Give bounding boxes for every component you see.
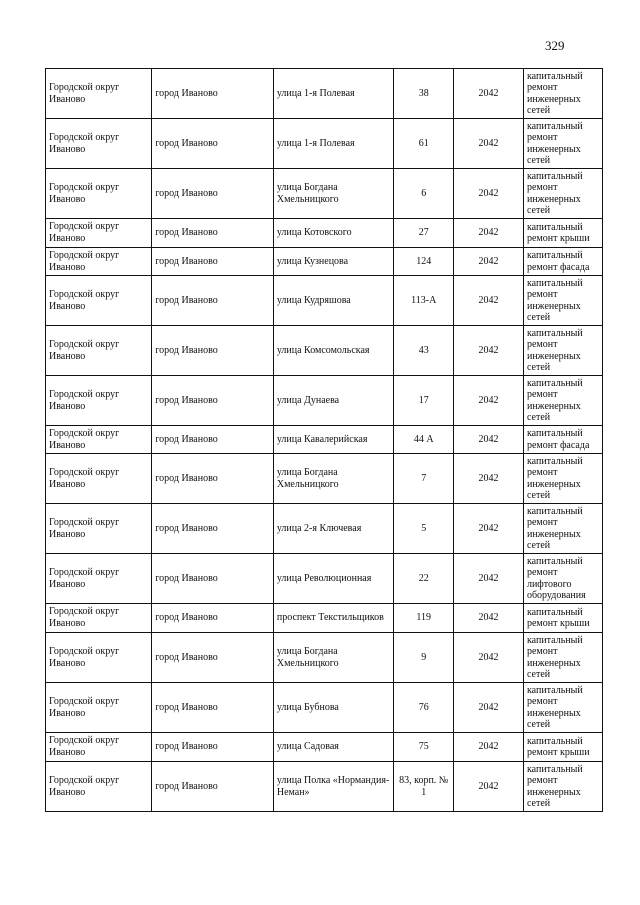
year-cell: 2042 — [454, 426, 524, 454]
year-cell: 2042 — [454, 454, 524, 504]
work-type-cell: капитальный ремонт фасада — [523, 248, 602, 276]
street-cell: улица Котовского — [273, 219, 394, 248]
work-type-cell: капитальный ремонт крыши — [523, 733, 602, 762]
work-type-cell: капитальный ремонт инженерных сетей — [523, 326, 602, 376]
house-cell: 9 — [394, 633, 454, 683]
table-row — [46, 248, 603, 276]
district-cell: Городской округ Иваново — [46, 554, 152, 604]
year-cell: 2042 — [454, 69, 524, 119]
work-type-cell: капитальный ремонт крыши — [523, 219, 602, 248]
district-cell: Городской округ Иваново — [46, 376, 152, 426]
house-cell: 61 — [394, 119, 454, 169]
work-type-cell: капитальный ремонт инженерных сетей — [523, 454, 602, 504]
district-cell: Городской округ Иваново — [46, 426, 152, 454]
house-cell: 27 — [394, 219, 454, 248]
street-cell: улица Садовая — [273, 733, 394, 762]
work-type-cell: капитальный ремонт инженерных сетей — [523, 504, 602, 554]
house-cell: 44 А — [394, 426, 454, 454]
city-cell: город Иваново — [152, 504, 274, 554]
city-cell: город Иваново — [152, 169, 274, 219]
city-cell: город Иваново — [152, 119, 274, 169]
district-cell: Городской округ Иваново — [46, 119, 152, 169]
district-cell: Городской округ Иваново — [46, 762, 152, 812]
district-cell: Городской округ Иваново — [46, 633, 152, 683]
table-row — [46, 169, 603, 219]
street-cell: улица Кудряшова — [273, 276, 394, 326]
city-cell: город Иваново — [152, 426, 274, 454]
work-type-cell: капитальный ремонт инженерных сетей — [523, 169, 602, 219]
city-cell: город Иваново — [152, 326, 274, 376]
table-row — [46, 454, 603, 504]
street-cell: улица Революционная — [273, 554, 394, 604]
city-cell: город Иваново — [152, 604, 274, 633]
table-row — [46, 326, 603, 376]
house-cell: 113-А — [394, 276, 454, 326]
city-cell: город Иваново — [152, 219, 274, 248]
city-cell: город Иваново — [152, 376, 274, 426]
district-cell: Городской округ Иваново — [46, 248, 152, 276]
street-cell: улица Комсомольская — [273, 326, 394, 376]
house-cell: 76 — [394, 683, 454, 733]
work-type-cell: капитальный ремонт инженерных сетей — [523, 762, 602, 812]
work-type-cell: капитальный ремонт инженерных сетей — [523, 683, 602, 733]
year-cell: 2042 — [454, 633, 524, 683]
year-cell: 2042 — [454, 554, 524, 604]
year-cell: 2042 — [454, 733, 524, 762]
year-cell: 2042 — [454, 219, 524, 248]
street-cell: улица Богдана Хмельницкого — [273, 454, 394, 504]
year-cell: 2042 — [454, 276, 524, 326]
year-cell: 2042 — [454, 376, 524, 426]
city-cell: город Иваново — [152, 733, 274, 762]
house-cell: 7 — [394, 454, 454, 504]
work-type-cell: капитальный ремонт крыши — [523, 604, 602, 633]
house-cell: 17 — [394, 376, 454, 426]
table-row — [46, 119, 603, 169]
city-cell: город Иваново — [152, 69, 274, 119]
table-row — [46, 604, 603, 633]
work-type-cell: капитальный ремонт инженерных сетей — [523, 69, 602, 119]
street-cell: улица 1-я Полевая — [273, 119, 394, 169]
table-row — [46, 683, 603, 733]
district-cell: Городской округ Иваново — [46, 504, 152, 554]
house-cell: 75 — [394, 733, 454, 762]
table-row — [46, 376, 603, 426]
district-cell: Городской округ Иваново — [46, 604, 152, 633]
street-cell: улица Богдана Хмельницкого — [273, 633, 394, 683]
street-cell: улица Бубнова — [273, 683, 394, 733]
year-cell: 2042 — [454, 504, 524, 554]
year-cell: 2042 — [454, 604, 524, 633]
year-cell: 2042 — [454, 762, 524, 812]
table-row — [46, 219, 603, 248]
year-cell: 2042 — [454, 248, 524, 276]
street-cell: улица Кузнецова — [273, 248, 394, 276]
city-cell: город Иваново — [152, 554, 274, 604]
year-cell: 2042 — [454, 326, 524, 376]
table-row — [46, 762, 603, 812]
page-number: 329 — [545, 38, 565, 53]
street-cell: улица 2-я Ключевая — [273, 504, 394, 554]
city-cell: город Иваново — [152, 276, 274, 326]
district-cell: Городской округ Иваново — [46, 454, 152, 504]
table-row — [46, 504, 603, 554]
city-cell: город Иваново — [152, 633, 274, 683]
table-row — [46, 554, 603, 604]
street-cell: улица 1-я Полевая — [273, 69, 394, 119]
street-cell: улица Дунаева — [273, 376, 394, 426]
district-cell: Городской округ Иваново — [46, 219, 152, 248]
city-cell: город Иваново — [152, 248, 274, 276]
city-cell: город Иваново — [152, 683, 274, 733]
district-cell: Городской округ Иваново — [46, 683, 152, 733]
street-cell: улица Кавалерийская — [273, 426, 394, 454]
district-cell: Городской округ Иваново — [46, 69, 152, 119]
work-type-cell: капитальный ремонт инженерных сетей — [523, 276, 602, 326]
table-row — [46, 733, 603, 762]
house-cell: 38 — [394, 69, 454, 119]
year-cell: 2042 — [454, 683, 524, 733]
city-cell: город Иваново — [152, 762, 274, 812]
district-cell: Городской округ Иваново — [46, 733, 152, 762]
house-cell: 119 — [394, 604, 454, 633]
work-type-cell: капитальный ремонт инженерных сетей — [523, 119, 602, 169]
street-cell: улица Полка «Нормандия-Неман» — [273, 762, 394, 812]
year-cell: 2042 — [454, 169, 524, 219]
house-cell: 43 — [394, 326, 454, 376]
table-row — [46, 426, 603, 454]
city-cell: город Иваново — [152, 454, 274, 504]
street-cell: проспект Текстильщиков — [273, 604, 394, 633]
repair-schedule-table — [45, 68, 603, 812]
work-type-cell: капитальный ремонт фасада — [523, 426, 602, 454]
work-type-cell: капитальный ремонт инженерных сетей — [523, 376, 602, 426]
table-row — [46, 633, 603, 683]
house-cell: 83, корп. № 1 — [394, 762, 454, 812]
house-cell: 22 — [394, 554, 454, 604]
district-cell: Городской округ Иваново — [46, 169, 152, 219]
work-type-cell: капитальный ремонт лифтового оборудования — [523, 554, 602, 604]
table-row — [46, 276, 603, 326]
table-row — [46, 69, 603, 119]
district-cell: Городской округ Иваново — [46, 326, 152, 376]
district-cell: Городской округ Иваново — [46, 276, 152, 326]
house-cell: 124 — [394, 248, 454, 276]
work-type-cell: капитальный ремонт инженерных сетей — [523, 633, 602, 683]
year-cell: 2042 — [454, 119, 524, 169]
house-cell: 5 — [394, 504, 454, 554]
street-cell: улица Богдана Хмельницкого — [273, 169, 394, 219]
house-cell: 6 — [394, 169, 454, 219]
